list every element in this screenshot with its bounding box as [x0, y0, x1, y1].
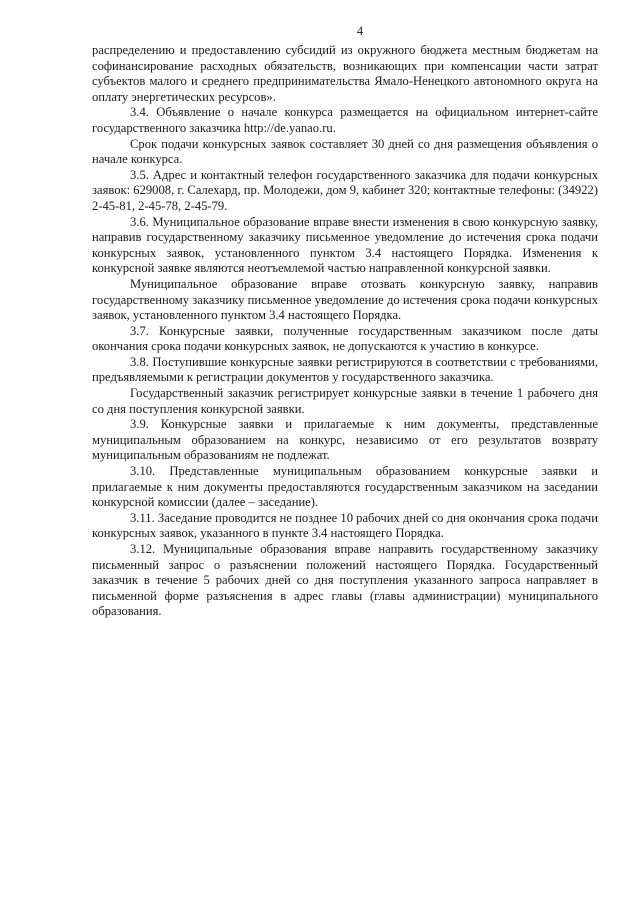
paragraph-3-11: 3.11. Заседание проводится не позднее 10 рабочих дней со дня окончания срока подачи конкурсных заявок, указанного в пункте 3.4 настоящего Порядка. — [92, 510, 598, 541]
paragraph-3-8: 3.8. Поступившие конкурсные заявки регистрируются в соответствии с требованиями, предъявляемыми к регистрации документов у государственного заказчика. — [92, 354, 598, 385]
document-body — [92, 43, 598, 620]
paragraph-3-7: 3.7. Конкурсные заявки, полученные государственным заказчиком после даты окончания срока подачи конкурсных заявок, не допускаются к участию в конкурсе. — [92, 323, 598, 354]
page-number: 4 — [356, 24, 364, 38]
paragraph-3-9: 3.9. Конкурсные заявки и прилагаемые к ним документы, представленные муниципальным образованием на конкурс, независимо от его результатов возврату муниципальным образованиям не подлежат. — [92, 417, 598, 463]
paragraph-3-4: 3.4. Объявление о начале конкурса размещается на официальном интернет-сайте государственного заказчика http://de.yanao.ru. — [92, 105, 598, 135]
paragraph-3-5: 3.5. Адрес и контактный телефон государственного заказчика для подачи конкурсных заявок: 629008, г. Салехард, пр. Молодежи, дом 9, кабинет 320; контактные телефоны: (34922) 2-45-81, 2-45-78, 2-45-79. — [92, 167, 598, 213]
paragraph-submission-period: Срок подачи конкурсных заявок составляет 30 дней со дня размещения объявления о начале конкурса. — [92, 136, 598, 167]
paragraph-withdrawal: Муниципальное образование вправе отозвать конкурсную заявку, направив государственному заказчику письменное уведомление до истечения срока подачи конкурсных заявок, установленного пунктом 3.4 настоящего Порядка. — [92, 276, 598, 323]
paragraph-3-10: 3.10. Представленные муниципальным образованием конкурсные заявки и прилагаемые к ним документы предоставляются государственным заказчиком на заседании конкурсной комиссии (далее – заседание). — [92, 464, 598, 510]
paragraph-registration: Государственный заказчик регистрирует конкурсные заявки в течение 1 рабочего дня со дня поступления конкурсной заявки. — [92, 386, 598, 416]
paragraph-3-6: 3.6. Муниципальное образование вправе внести изменения в свою конкурсную заявку, направив государственному заказчику письменное уведомление до истечения срока подачи конкурсных заявок, установленного пунктом 3.4 настоящего Порядка. Изменения к конкурсной заявке являются неотъемлемой частью направленной конкурсной заявки. — [92, 214, 598, 276]
paragraph-continuation: распределению и предоставлению субсидий из окружного бюджета местным бюджетам на софинансирование расходных обязательств, возникающих при компенсации части затрат субъектов малого и среднего предпринимательства Ямало-Ненецкого автономного округа на оплату энергетических ресурсов». — [92, 43, 598, 104]
paragraph-3-12: 3.12. Муниципальные образования вправе направить государственному заказчику письменный запрос о разъяснении положений настоящего Порядка. Государственный заказчик в течение 5 рабочих дней со дня поступления указанного запроса направляет в письменной форме разъяснения в адрес главы (главы администрации) муниципального образования. — [92, 542, 598, 619]
